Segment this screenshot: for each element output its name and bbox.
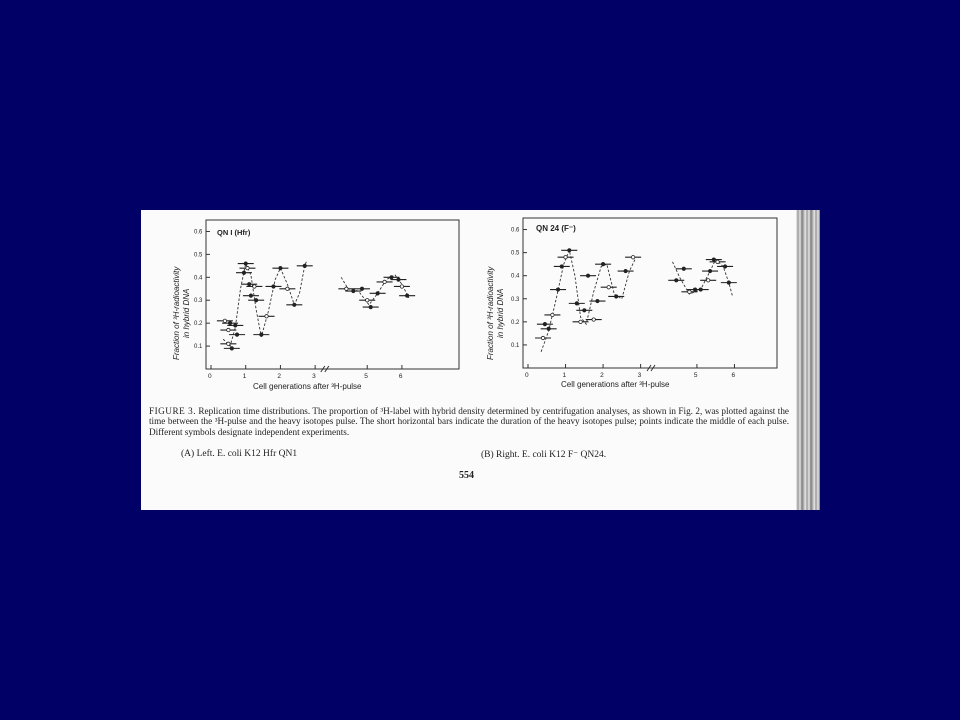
data-point bbox=[716, 260, 719, 263]
caption-sub-a: (A) Left. E. coli K12 Hfr QN1 bbox=[181, 449, 298, 459]
x-tick-label: 0 bbox=[525, 372, 529, 379]
y-tick-label: 0.2 bbox=[194, 321, 203, 328]
data-point bbox=[227, 342, 230, 345]
data-point bbox=[727, 281, 730, 284]
y-tick-label: 0.2 bbox=[511, 319, 520, 326]
trend-curve bbox=[541, 250, 635, 351]
data-point bbox=[543, 322, 546, 325]
data-point bbox=[547, 327, 550, 330]
x-tick-label: 3 bbox=[312, 373, 316, 380]
x-tick-label: 1 bbox=[562, 372, 567, 379]
data-point bbox=[249, 294, 252, 297]
x-tick-label: 5 bbox=[693, 372, 698, 379]
y-tick-label: 0.3 bbox=[194, 298, 203, 305]
data-point bbox=[265, 315, 268, 318]
data-point bbox=[624, 269, 627, 272]
data-point bbox=[706, 279, 709, 282]
data-point bbox=[234, 324, 237, 327]
data-point bbox=[405, 294, 408, 297]
data-point bbox=[575, 302, 578, 305]
y-tick-label: 0.5 bbox=[194, 252, 203, 259]
caption-text: Replication time distributions. The proportion of ³H-label with hybrid density determined by centrifugation analyses, as shown in Fig. 2, was plotted against the time between the ³H-pulse and the heavy isotopes pulse. The short horizontal bars indicate the duration of the heavy isotopes pulse; points indicate the middle of each pulse. Different symbols designate independent experiments. bbox=[149, 406, 789, 437]
data-point bbox=[390, 276, 393, 279]
data-point bbox=[228, 321, 231, 324]
page-number: 554 bbox=[459, 470, 474, 481]
data-point bbox=[235, 333, 238, 336]
x-tick-label: 6 bbox=[398, 373, 403, 380]
data-point bbox=[254, 299, 257, 302]
x-tick-label: 2 bbox=[600, 372, 604, 379]
data-point bbox=[551, 313, 554, 316]
chart-b-ylabel-1: Fraction of ³H-radioactivity bbox=[486, 266, 495, 360]
chart-b-title: QN 24 (F⁻) bbox=[536, 224, 576, 233]
data-point bbox=[682, 267, 685, 270]
data-point bbox=[360, 287, 363, 290]
data-point bbox=[286, 287, 289, 290]
data-point bbox=[596, 299, 599, 302]
data-point bbox=[366, 299, 369, 302]
chart-a bbox=[172, 220, 459, 391]
chart-a-xlabel: Cell generations after ³H-pulse bbox=[253, 382, 362, 391]
chart-a-ylabel-1: Fraction of ³H-radioactivity bbox=[172, 266, 181, 360]
y-tick-label: 0.4 bbox=[194, 275, 203, 282]
x-tick-label: 0 bbox=[208, 373, 212, 380]
data-point bbox=[242, 271, 245, 274]
data-point bbox=[272, 285, 275, 288]
data-point bbox=[397, 278, 400, 281]
data-point bbox=[723, 265, 726, 268]
y-tick-label: 0.5 bbox=[511, 250, 520, 257]
data-point bbox=[607, 286, 610, 289]
data-point bbox=[579, 320, 582, 323]
data-point bbox=[564, 256, 567, 259]
data-point bbox=[352, 289, 355, 292]
data-point bbox=[708, 269, 711, 272]
chart-b bbox=[486, 218, 777, 389]
data-point bbox=[223, 319, 226, 322]
x-tick-label: 5 bbox=[364, 373, 368, 380]
data-point bbox=[583, 309, 586, 312]
y-tick-label: 0.1 bbox=[194, 344, 203, 351]
x-tick-label: 6 bbox=[731, 372, 736, 379]
data-point bbox=[376, 292, 379, 295]
plot-b-frame bbox=[523, 218, 777, 368]
data-point bbox=[293, 303, 296, 306]
data-point bbox=[699, 288, 702, 291]
data-point bbox=[227, 328, 230, 331]
data-point bbox=[586, 274, 589, 277]
book-page-edge bbox=[796, 210, 820, 510]
data-point bbox=[303, 264, 306, 267]
data-point bbox=[688, 290, 691, 293]
data-point bbox=[369, 305, 372, 308]
data-point bbox=[712, 258, 715, 261]
y-tick-label: 0.4 bbox=[511, 273, 520, 280]
data-point bbox=[246, 266, 249, 269]
caption-label: FIGURE 3. bbox=[149, 406, 196, 416]
data-point bbox=[556, 288, 559, 291]
data-point bbox=[631, 256, 634, 259]
data-point bbox=[345, 287, 348, 290]
x-tick-label: 3 bbox=[637, 372, 642, 379]
data-point bbox=[560, 265, 563, 268]
data-point bbox=[260, 333, 263, 336]
y-tick-label: 0.6 bbox=[511, 227, 520, 234]
caption-sub-b: (B) Right. E. coli K12 F⁻ QN24. bbox=[481, 450, 607, 460]
y-tick-label: 0.6 bbox=[194, 229, 203, 236]
data-point bbox=[253, 285, 256, 288]
data-point bbox=[568, 249, 571, 252]
data-point bbox=[383, 280, 386, 283]
data-point bbox=[247, 282, 250, 285]
data-point bbox=[400, 285, 403, 288]
figure-caption bbox=[149, 406, 789, 437]
data-point bbox=[615, 295, 618, 298]
x-tick-label: 2 bbox=[277, 373, 282, 380]
chart-a-ylabel-2: in hybrid DNA bbox=[182, 288, 191, 338]
chart-b-ylabel-2: in hybrid DNA bbox=[496, 288, 505, 338]
plot-a-frame bbox=[206, 220, 459, 369]
chart-a-title: QN I (Hfr) bbox=[217, 228, 251, 237]
data-point bbox=[541, 336, 544, 339]
data-point bbox=[675, 279, 678, 282]
x-tick-label: 1 bbox=[242, 373, 247, 380]
y-tick-label: 0.1 bbox=[511, 342, 520, 349]
data-point bbox=[601, 262, 604, 265]
chart-b-xlabel: Cell generations after ³H-pulse bbox=[561, 380, 670, 389]
data-point bbox=[230, 347, 233, 350]
y-tick-label: 0.3 bbox=[511, 296, 520, 303]
data-point bbox=[244, 262, 247, 265]
data-point bbox=[592, 318, 595, 321]
scanned-figure-page bbox=[141, 210, 820, 510]
data-point bbox=[279, 266, 282, 269]
figure-plots bbox=[141, 210, 820, 405]
